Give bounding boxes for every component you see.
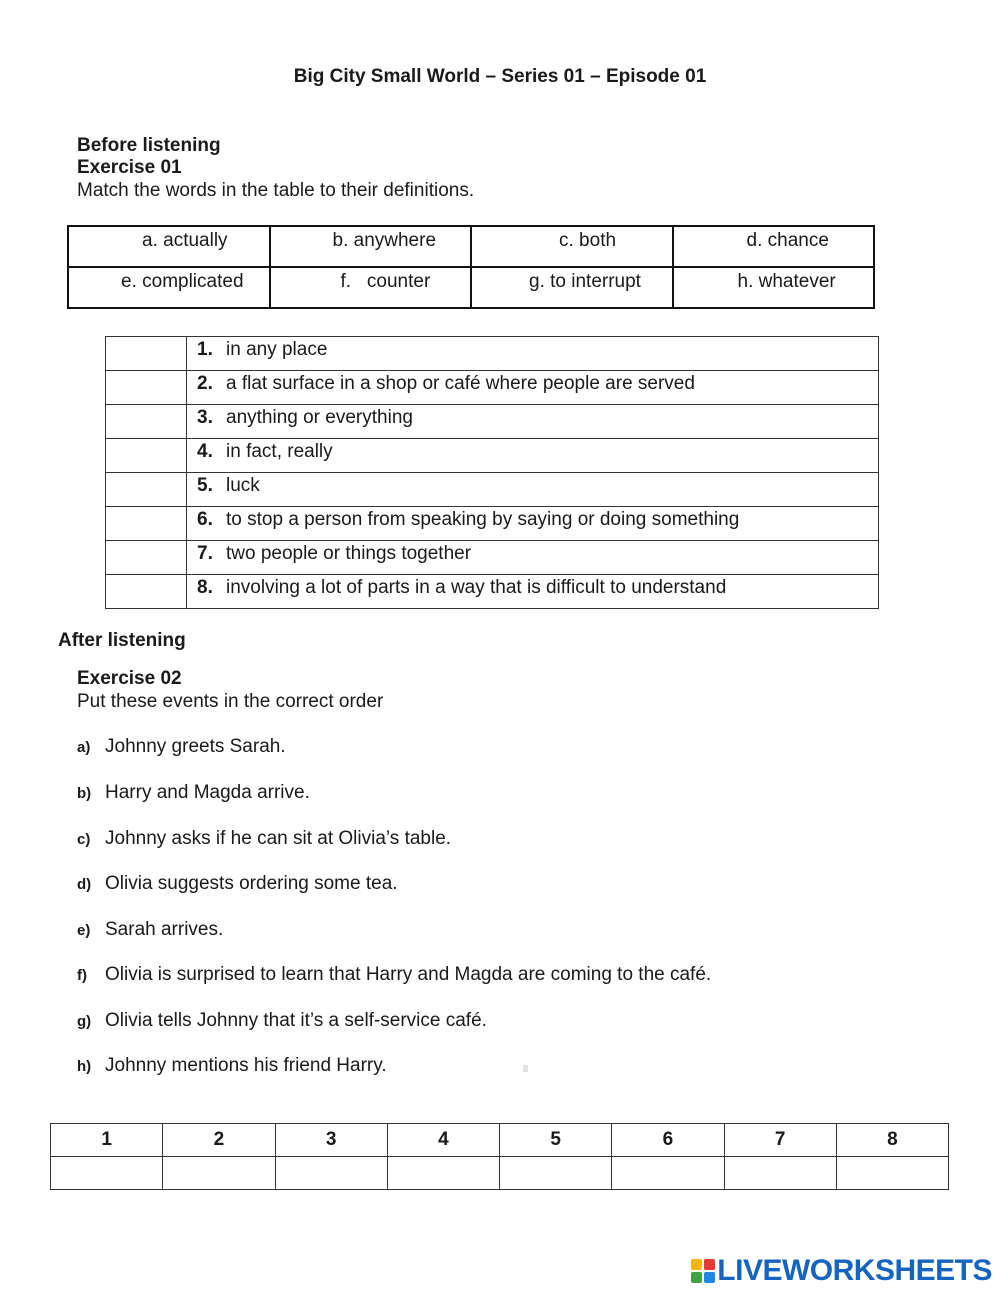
exercise-02-instruction: Put these events in the correct order	[77, 691, 384, 712]
order-answer-box[interactable]	[163, 1157, 275, 1190]
definition-number: 1.	[197, 339, 213, 360]
exercise-01-heading: Exercise 01	[77, 157, 182, 178]
answer-box-7[interactable]	[106, 541, 187, 575]
exercise-02-heading: Exercise 02	[77, 668, 182, 689]
word-cell	[68, 267, 270, 308]
word-table	[67, 225, 875, 309]
definition-number: 4.	[197, 441, 213, 462]
word-cell	[471, 226, 673, 267]
event-text: Johnny greets Sarah.	[105, 736, 286, 757]
definition-row	[106, 371, 879, 405]
after-listening-heading: After listening	[58, 630, 186, 651]
event-label: g)	[77, 1013, 92, 1030]
order-number: 7	[724, 1124, 836, 1157]
event-item	[77, 873, 398, 895]
order-number: 8	[836, 1124, 948, 1157]
definition-number: 3.	[197, 407, 213, 428]
order-answer-box[interactable]	[724, 1157, 836, 1190]
event-text: Olivia tells Johnny that it’s a self-service café.	[105, 1010, 487, 1031]
word-b: b. anywhere	[332, 230, 437, 251]
logo-text: LIVEWORKSHEETS	[717, 1254, 992, 1287]
event-label: a)	[77, 739, 91, 756]
order-number: 1	[51, 1124, 163, 1157]
order-answer-table	[50, 1123, 949, 1190]
order-header-row	[51, 1124, 949, 1157]
definition-row	[106, 439, 879, 473]
definition-row	[106, 507, 879, 541]
page-title: Big City Small World – Series 01 – Episode 01	[293, 66, 707, 87]
event-text: Olivia suggests ordering some tea.	[105, 873, 398, 894]
definition-row	[106, 405, 879, 439]
definition-text: two people or things together	[226, 543, 472, 564]
liveworksheets-logo[interactable]	[691, 1254, 992, 1288]
definition-number: 6.	[197, 509, 213, 530]
word-f: f. counter	[340, 271, 431, 292]
order-answer-box[interactable]	[612, 1157, 724, 1190]
word-cell	[673, 267, 875, 308]
exercise-01-instruction: Match the words in the table to their definitions.	[77, 180, 475, 201]
definition-text: anything or everything	[226, 407, 413, 428]
answer-box-1[interactable]	[106, 337, 187, 371]
definition-number: 8.	[197, 577, 213, 598]
event-item	[77, 1055, 387, 1077]
answer-box-4[interactable]	[106, 439, 187, 473]
word-d: d. chance	[746, 230, 829, 251]
event-label: c)	[77, 831, 91, 848]
word-c: c. both	[559, 230, 617, 251]
definition-text: luck	[226, 475, 260, 496]
definition-text: a flat surface in a shop or café where people are served	[226, 373, 695, 394]
order-answer-box[interactable]	[500, 1157, 612, 1190]
order-answer-row	[51, 1157, 949, 1190]
word-g: g. to interrupt	[529, 271, 641, 292]
stray-mark	[523, 1065, 528, 1072]
word-row	[68, 267, 874, 308]
event-label: e)	[77, 922, 91, 939]
order-answer-box[interactable]	[51, 1157, 163, 1190]
definition-cell	[187, 575, 879, 609]
event-text: Johnny mentions his friend Harry.	[105, 1055, 387, 1076]
word-cell	[68, 226, 270, 267]
event-text: Sarah arrives.	[105, 919, 224, 940]
definition-row	[106, 473, 879, 507]
event-label: d)	[77, 876, 92, 893]
logo-blocks-icon	[691, 1259, 715, 1283]
order-number: 2	[163, 1124, 275, 1157]
order-number: 3	[275, 1124, 387, 1157]
word-cell	[270, 267, 472, 308]
definition-row	[106, 541, 879, 575]
definition-text: in any place	[226, 339, 328, 360]
definition-row	[106, 337, 879, 371]
definition-cell	[187, 507, 879, 541]
event-text: Johnny asks if he can sit at Olivia’s table.	[105, 828, 452, 849]
event-label: f)	[77, 967, 87, 984]
word-h: h. whatever	[737, 271, 836, 292]
order-number: 5	[500, 1124, 612, 1157]
definition-cell	[187, 371, 879, 405]
event-text: Olivia is surprised to learn that Harry and Magda are coming to the café.	[105, 964, 712, 985]
answer-box-8[interactable]	[106, 575, 187, 609]
order-number: 6	[612, 1124, 724, 1157]
definition-number: 2.	[197, 373, 213, 394]
event-item	[77, 964, 711, 986]
definition-cell	[187, 541, 879, 575]
definition-text: involving a lot of parts in a way that is difficult to understand	[226, 577, 727, 598]
before-listening-heading: Before listening	[77, 135, 221, 156]
definition-text: to stop a person from speaking by saying or doing something	[226, 509, 740, 530]
answer-box-6[interactable]	[106, 507, 187, 541]
definition-cell	[187, 439, 879, 473]
order-number: 4	[387, 1124, 499, 1157]
word-a: a. actually	[142, 230, 228, 251]
word-cell	[673, 226, 875, 267]
definition-number: 5.	[197, 475, 213, 496]
order-answer-box[interactable]	[836, 1157, 948, 1190]
definition-row	[106, 575, 879, 609]
event-label: b)	[77, 785, 92, 802]
word-cell	[471, 267, 673, 308]
event-label: h)	[77, 1058, 92, 1075]
definition-cell	[187, 473, 879, 507]
definition-number: 7.	[197, 543, 213, 564]
definitions-table	[105, 336, 879, 609]
answer-box-3[interactable]	[106, 405, 187, 439]
definition-cell	[187, 337, 879, 371]
event-item	[77, 828, 451, 850]
word-cell	[270, 226, 472, 267]
answer-box-5[interactable]	[106, 473, 187, 507]
order-answer-box[interactable]	[275, 1157, 387, 1190]
word-e: e. complicated	[121, 271, 244, 292]
event-text: Harry and Magda arrive.	[105, 782, 310, 803]
answer-box-2[interactable]	[106, 371, 187, 405]
order-answer-box[interactable]	[387, 1157, 499, 1190]
event-item	[77, 782, 310, 804]
event-item	[77, 1010, 487, 1032]
word-row	[68, 226, 874, 267]
event-item	[77, 736, 286, 758]
event-item	[77, 919, 223, 941]
definition-cell	[187, 405, 879, 439]
definition-text: in fact, really	[226, 441, 333, 462]
